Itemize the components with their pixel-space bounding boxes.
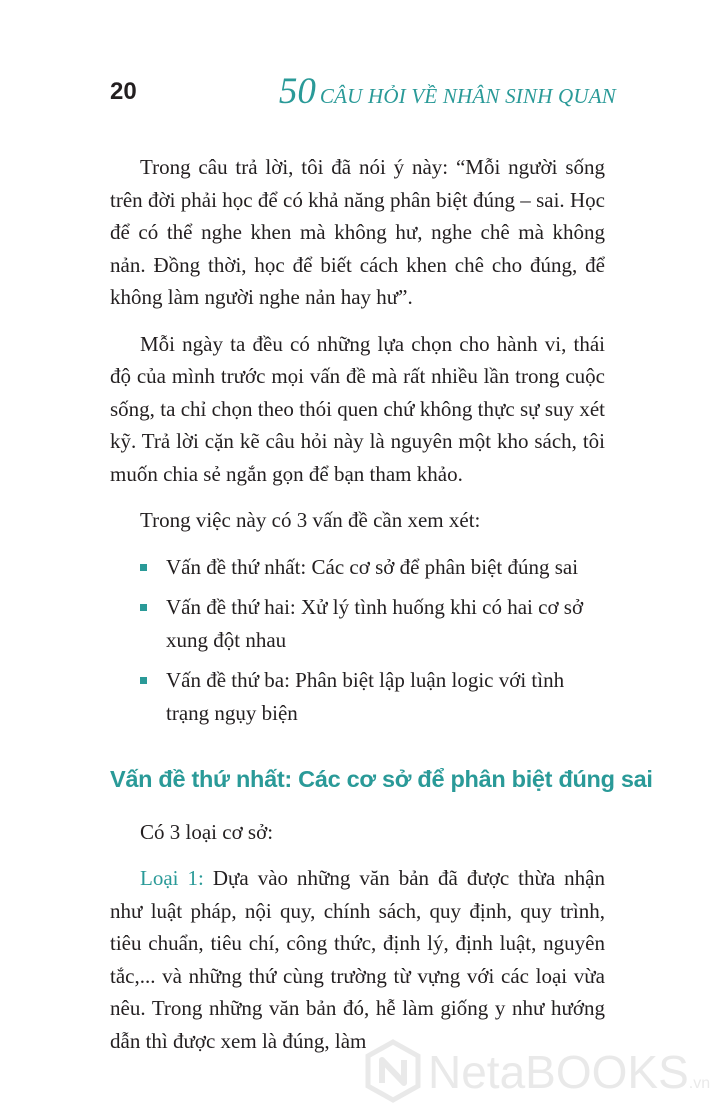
n-hexagon-logo-icon — [364, 1039, 422, 1103]
page-body — [110, 151, 653, 1071]
issue-list-item — [110, 664, 605, 729]
running-title — [279, 70, 616, 113]
issue-list — [110, 551, 605, 730]
square-bullet-icon — [140, 677, 147, 684]
running-title-number: 50 — [278, 71, 316, 112]
paragraph-1: Trong câu trả lời, tôi đã nói ý này: “Mỗi người sống trên đời phải học để có khả năng phân biệt đúng – sai. Học để có thể nghe khen mà không hư, nghe chê mà không nản. Đồng thời, học để biết cách khen chê cho đúng, để không làm người nghe nản hay hư”. — [110, 155, 605, 309]
running-title-text: CÂU HỎI VỀ NHÂN SINH QUAN — [319, 84, 616, 108]
page-number: 20 — [110, 78, 137, 105]
square-bullet-icon — [140, 604, 147, 611]
type-1-paragraph — [110, 862, 605, 1057]
type-1-text: Dựa vào những văn bản đã được thừa nhận như luật pháp, nội quy, chính sách, quy định, quy trình, tiêu chuẩn, tiêu chí, công thức, định lý, định luật, nguyên tắc,... và những thứ cùng trường từ vựng với các loại vừa nêu. Trong những văn bản đó, hễ làm giống y như hướng dẫn thì được xem là đúng, làm — [110, 866, 605, 1053]
issue-list-item — [110, 591, 605, 656]
watermark — [364, 1031, 710, 1111]
issue-text: Vấn đề thứ ba: Phân biệt lập luận logic với tình trạng ngụy biện — [166, 668, 565, 725]
section-intro: Có 3 loại cơ sở: — [140, 819, 274, 844]
square-bullet-icon — [140, 564, 147, 571]
type-1-label: Loại 1: — [140, 866, 204, 890]
page-header — [0, 0, 700, 130]
watermark-text — [428, 1045, 710, 1099]
paragraph-3: Trong việc này có 3 vấn đề cần xem xét: — [140, 508, 481, 532]
issue-text: Vấn đề thứ nhất: Các cơ sở để phân biệt đúng sai — [166, 554, 579, 579]
issue-text: Vấn đề thứ hai: Xử lý tình huống khi có hai cơ sở xung đột nhau — [166, 595, 584, 652]
section-heading: Vấn đề thứ nhất: Các cơ sở để phân biệt đúng sai — [110, 766, 653, 792]
watermark-tld: .vn — [688, 1075, 710, 1092]
issue-list-item — [110, 551, 605, 584]
paragraph-2: Mỗi ngày ta đều có những lựa chọn cho hành vi, thái độ của mình trước mọi vấn đề mà rất nhiều lần trong cuộc sống, ta chỉ chọn theo thói quen chứ không thực sự suy xét kỹ. Trả lời cặn kẽ câu hỏi này là nguyên một kho sách, tôi muốn chia sẻ ngắn gọn để bạn tham khảo. — [110, 331, 605, 486]
watermark-brand: NetaBOOKS — [428, 1046, 689, 1098]
